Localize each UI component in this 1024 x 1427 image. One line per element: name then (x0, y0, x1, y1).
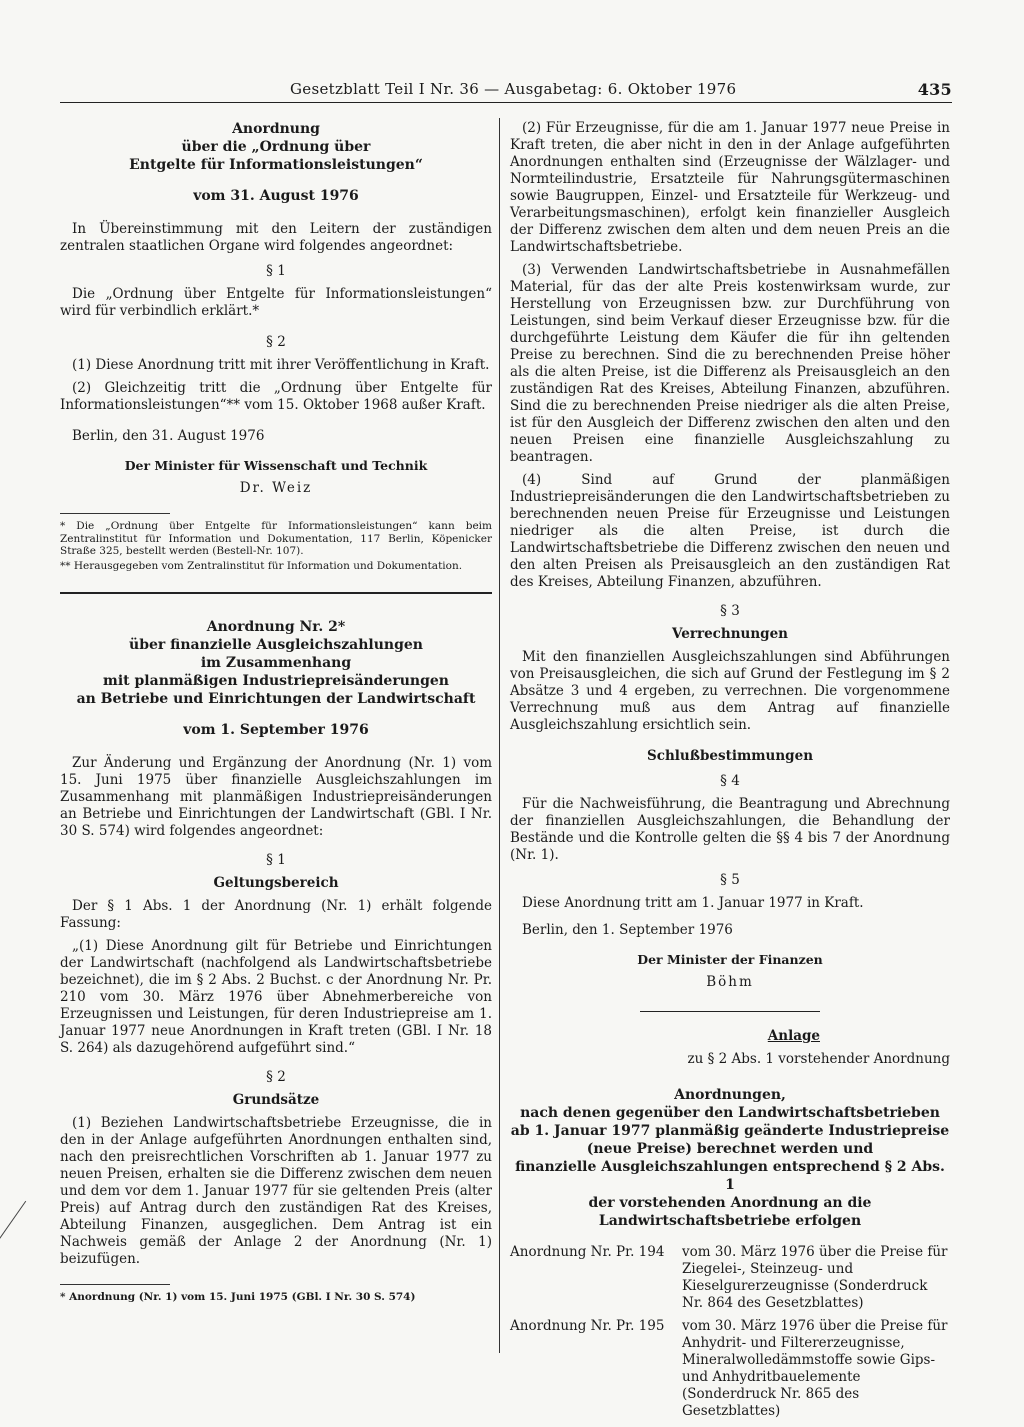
doc2-s3-head: § 3 (720, 603, 740, 619)
doc2-footnote: * Anordnung (Nr. 1) vom 15. Juni 1975 (GBl. I Nr. 30 S. 574) (60, 1291, 416, 1303)
doc2-s2-p4: (4) Sind auf Grund der planmäßigen Industriepreisänderungen die den Landwirtschaftsbetrieben zu berechnenden neuen Preise für Erzeugnisse und Leistungen niedriger als die alten Preise, ist durch die Landwirtschaftsbetriebe die Differenz zwischen den neuen und den alten Preisen als Preisausgleich an den zuständigen Rat des Kreises, Abteilung Finanzen, abzuführen. (510, 472, 950, 590)
doc1-title-line: Entgelte für Informationsleistungen“ (129, 157, 423, 173)
doc2-s3-text: Mit den finanziellen Ausgleichszahlungen sind Abführungen von Preisausgleichen, die sich auf Grund der Festlegung im § 2 Absätze 3 und 4 ergeben, zu verrechnen. Die vorgenommene Verrechnung muß aus dem Antrag auf finanzielle Ausgleichszahlung ersichtlich sein. (510, 649, 950, 733)
anlage-title-line: ab 1. Januar 1977 planmäßig geänderte Industriepreise (510, 1123, 950, 1139)
margin-pen-mark (0, 1201, 27, 1251)
anlage-row-text: vom 30. März 1976 über die Preise für Anhydrit- und Filtererzeugnisse, Mineralwolledämmstoffe sowie Gips- und Anhydritbauelemente (Sonderdruck Nr. 865 des Gesetzblattes) (682, 1318, 948, 1419)
left-column (60, 120, 492, 1306)
doc2-s2-head: § 2 (266, 1069, 286, 1085)
doc2-title-line: an Betriebe und Einrichtungen der Landwirtschaft (76, 691, 476, 707)
doc1-date: vom 31. August 1976 (193, 188, 359, 204)
anlage-row (510, 1318, 950, 1420)
anlage-subheading: zu § 2 Abs. 1 vorstehender Anordnung (687, 1051, 950, 1067)
doc2-s1-title: Geltungsbereich (213, 875, 339, 891)
anlage-row-ref: Anordnung Nr. Pr. 194 (510, 1244, 665, 1260)
doc2-s5-head: § 5 (720, 872, 740, 888)
doc2-s2-p3: (3) Verwenden Landwirtschaftsbetriebe in Ausnahmefällen Material, für das der alte Preis kostenwirksam wurde, zur Herstellung von Erzeugnissen bzw. zur Durchführung von Leistungen, sind beim Verkauf dieser Erzeugnisse bzw. für die durchgeführte Leistung dem Käufer die für ihn geltenden Preise zu berechnen. Sind die zu berechnenden Preise höher als die alten Preise, ist die Differenz als Preisausgleich an den zuständigen Rat des Kreises, Abteilung Finanzen, abzuführen. Sind die zu berechnenden Preise niedriger als die alten Preise, ist für den Ausgleich der Differenz zwischen den alten und den neuen Preisen eine finanzielle Ausgleichszahlung zu beantragen. (510, 262, 950, 465)
doc2-date: vom 1. September 1976 (183, 722, 369, 738)
anlage-title-line: (neue Preise) berechnet werden und (586, 1141, 874, 1157)
anlage-title-line: der vorstehenden Anordnung an die (588, 1195, 872, 1211)
doc2-signer-name: Böhm (706, 974, 754, 990)
doc2-s2-p2: (2) Für Erzeugnisse, für die am 1. Januar 1977 neue Preise in Kraft treten, die aber nicht in den in der Anlage aufgeführten Anordnungen enthalten sind (Erzeugnisse der Wälzlager- und Normteilindustrie, Ersatzteile für Nahrungsgütermaschinen sowie Baugruppen, Einzel- und Ersatzteile für Werkzeug- und Verarbeitungsmaschinen), erfolgt kein finanzieller Ausgleich der Differenz zwischen dem alten und dem neuen Preis an die Landwirtschaftsbetriebe. (510, 120, 950, 255)
doc2-intro: Zur Änderung und Ergänzung der Anordnung (Nr. 1) vom 15. Juni 1975 über finanzielle Ausgleichszahlungen im Zusammenhang mit planmäßigen Industriepreisänderungen an Betriebe und Einrichtungen der Landwirtschaft (GBl. I Nr. 30 S. 574) wird folgendes angeordnet: (60, 755, 492, 839)
doc2-s3-title: Verrechnungen (672, 626, 788, 642)
doc2-s4-head: § 4 (720, 773, 740, 789)
doc1-section (60, 120, 492, 572)
doc1-s1-head: § 1 (266, 263, 286, 279)
doc1-place-date: Berlin, den 31. August 1976 (72, 428, 265, 444)
doc2-signer-org: Der Minister der Finanzen (637, 952, 823, 967)
anlage-row-ref: Anordnung Nr. Pr. 195 (510, 1318, 665, 1334)
doc1-footnote-1: * Die „Ordnung über Entgelte für Informationsleistungen“ kann beim Zentralinstitut für Information und Dokumentation, 117 Berlin, Köpenicker Straße 325, bestellt werden (Bestell-Nr. 107). (60, 520, 492, 557)
doc2-final-title: Schlußbestimmungen (646, 748, 814, 764)
doc2-title-line: mit planmäßigen Industriepreisänderungen (103, 673, 449, 689)
doc1-s2-p2: (2) Gleichzeitig tritt die „Ordnung über Entgelte für Informationsleistungen“** vom 15. Oktober 1968 außer Kraft. (60, 380, 492, 413)
doc2-s1-p2: „(1) Diese Anordnung gilt für Betriebe und Einrichtungen der Landwirtschaft (nachfolgend als Landwirtschaftsbetriebe bezeichnet), die im § 2 Abs. 2 Buchst. c der Anordnung Nr. Pr. 210 vom 30. März 1976 über Abnehmerbereiche von Erzeugnissen und Leistungen, für deren Industriepreise am 1. Januar 1977 neue Anordnungen in Kraft treten (GBl. I Nr. 18 S. 264) als dazugehörend aufgeführt sind.“ (60, 938, 492, 1056)
doc1-intro: In Übereinstimmung mit den Leitern der zuständigen zentralen staatlichen Organe wird folgendes angeordnet: (60, 221, 492, 254)
doc1-s2-p1: (1) Diese Anordnung tritt mit ihrer Veröffentlichung in Kraft. (72, 357, 490, 373)
doc2-s5-text: Diese Anordnung tritt am 1. Januar 1977 in Kraft. (522, 895, 864, 911)
doc2-place-date: Berlin, den 1. September 1976 (522, 922, 733, 938)
column-divider (499, 118, 500, 1353)
doc2-s4-text: Für die Nachweisführung, die Beantragung und Abrechnung der finanziellen Ausgleichszahlungen, die Behandlung der Bestände und die Kontrolle gelten die §§ 4 bis 7 der Anordnung (Nr. 1). (510, 796, 950, 863)
doc2-section (60, 618, 492, 1304)
doc1-signer-org: Der Minister für Wissenschaft und Technik (124, 458, 428, 473)
doc2-title-line: über finanzielle Ausgleichszahlungen (129, 637, 423, 653)
header-rule (60, 102, 952, 103)
doc1-footnote-2: ** Herausgegeben vom Zentralinstitut für Information und Dokumentation. (60, 559, 463, 572)
header-title: Gesetzblatt Teil I Nr. 36 — Ausgabetag: 6. Oktober 1976 (290, 80, 737, 98)
anlage-heading: Anlage (767, 1028, 820, 1044)
doc1-title-line: über die „Ordnung über (181, 139, 371, 155)
anlage-row-text: vom 30. März 1976 über die Preise für Ziegelei-, Steinzeug- und Kieselgurerzeugnisse (Sonderdruck Nr. 864 des Gesetzblattes) (682, 1244, 948, 1311)
doc1-title-line: Anordnung (232, 121, 320, 137)
anlage-title-line: Anordnungen, (674, 1087, 786, 1103)
section-separator (60, 592, 492, 594)
doc2-title-line: im Zusammenhang (200, 655, 352, 671)
anlage-title-line: Landwirtschaftsbetriebe erfolgen (598, 1213, 862, 1229)
doc2-title-line: Anordnung Nr. 2* (206, 619, 346, 635)
doc1-s2-head: § 2 (266, 334, 286, 350)
doc1-s1-text: Die „Ordnung über Entgelte für Informationsleistungen“ wird für verbindlich erklärt.* (60, 286, 492, 319)
anlage-row (510, 1244, 950, 1312)
doc2-s1-head: § 1 (266, 852, 286, 868)
anlage-rule (640, 1011, 820, 1012)
anlage-title-line: nach denen gegenüber den Landwirtschaftsbetrieben (520, 1105, 940, 1121)
footnote-rule (60, 513, 170, 514)
doc1-signer-name: Dr. Weiz (239, 480, 313, 496)
right-column (510, 120, 950, 1426)
footnote-rule (60, 1284, 170, 1285)
page-number: 435 (917, 80, 952, 99)
doc2-s1-p1: Der § 1 Abs. 1 der Anordnung (Nr. 1) erhält folgende Fassung: (60, 898, 492, 931)
anlage-title-line: finanzielle Ausgleichszahlungen entsprechend § 2 Abs. 1 (515, 1159, 945, 1193)
doc2-s2-p1: (1) Beziehen Landwirtschaftsbetriebe Erzeugnisse, die in den in der Anlage aufgeführten Anordnungen enthalten sind, nach den preisrechtlichen Vorschriften ab 1. Januar 1977 zu neuen Preisen, erhalten sie die Differenz zwischen dem neuen und dem vor dem 1. Januar 1977 für sie geltenden Preis (alter Preis) auf Antrag durch den zuständigen Rat des Kreises, Abteilung Finanzen, ausgeglichen. Dem Antrag ist ein Nachweis gemäß der Anlage 2 der Anordnung (Nr. 1) beizufügen. (60, 1115, 492, 1267)
doc2-s2-title: Grundsätze (232, 1092, 320, 1108)
